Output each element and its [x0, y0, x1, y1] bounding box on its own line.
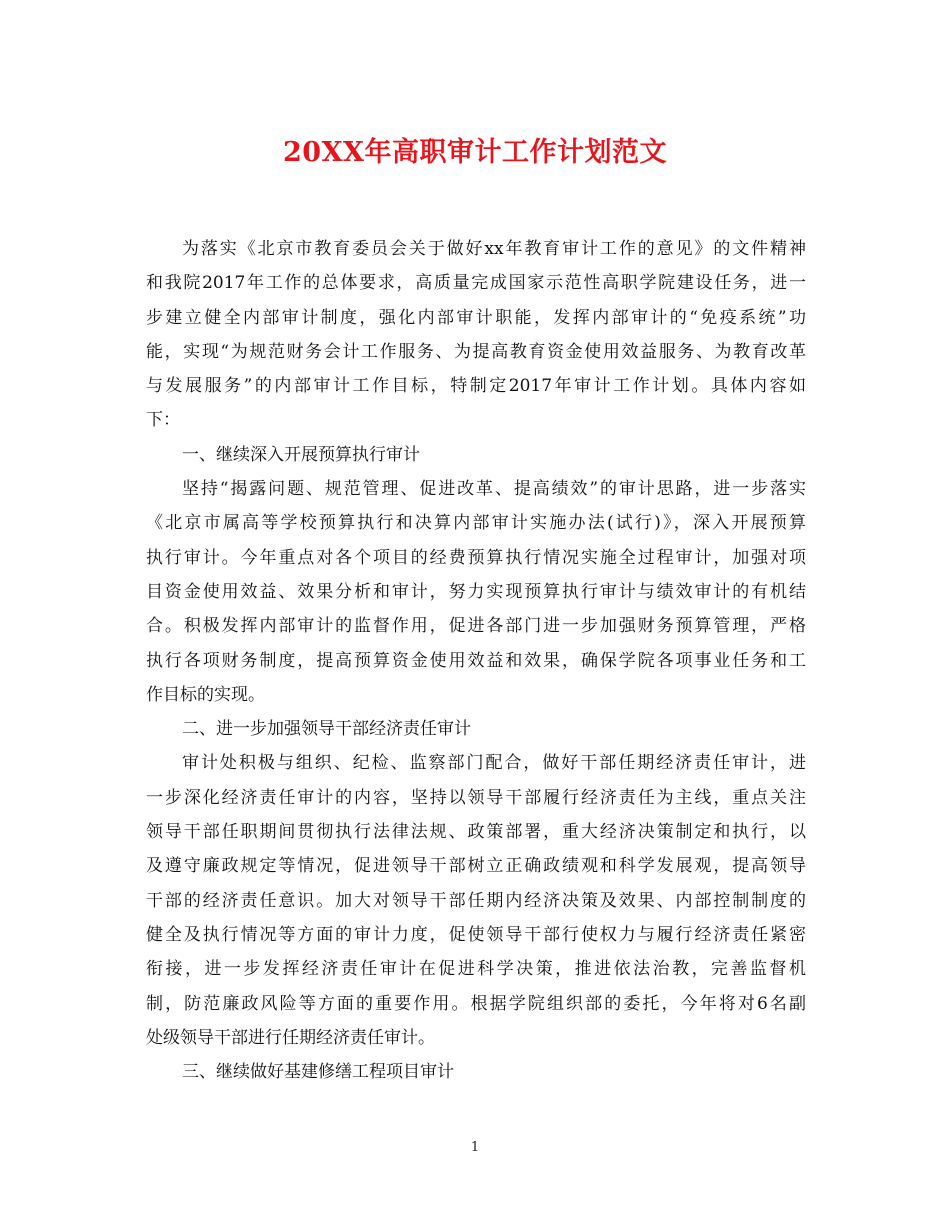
text-line: 执行各项财务制度，提高预算资金使用效益和效果，确保学院各项事业任务和工 [146, 650, 806, 671]
text-line: 和我院2017年工作的总体要求，高质量完成国家示范性高职学院建设任务，进一 [146, 273, 806, 294]
text-line: 为落实《北京市教育委员会关于做好xx年教育审计工作的意见》的文件精神 [182, 239, 806, 259]
text-line: 三、继续做好基建修缮工程项目审计 [182, 1062, 454, 1083]
text-line: 目资金使用效益、效果分析和审计，努力实现预算执行审计与绩效审计的有机结 [146, 581, 806, 602]
text-line: 二、进一步加强领导干部经济责任审计 [182, 719, 471, 740]
text-line: 制，防范廉政风险等方面的重要作用。根据学院组织部的委托，今年将对6名副 [146, 993, 806, 1014]
text-line: 衔接，进一步发挥经济责任审计在促进科学决策，推进依法治教，完善监督机 [146, 959, 806, 980]
text-line: 一步深化经济责任审计的内容，坚持以领导干部履行经济责任为主线，重点关注 [146, 787, 806, 808]
text-line: 及遵守廉政规定等情况，促进领导干部树立正确政绩观和科学发展观，提高领导 [146, 856, 806, 877]
text-line: 步建立健全内部审计制度，强化内部审计职能，发挥内部审计的“免疫系统”功 [146, 307, 806, 328]
text-line: 合。积极发挥内部审计的监督作用，促进各部门进一步加强财务预算管理，严格 [146, 616, 806, 637]
text-line: 处级领导干部进行任期经济责任审计。 [146, 1027, 435, 1048]
text-line: 审计处积极与组织、纪检、监察部门配合，做好干部任期经济责任审计，进 [182, 753, 806, 774]
document-body [146, 232, 806, 1089]
text-line: 能，实现“为规范财务会计工作服务、为提高教育资金使用效益服务、为教育改革 [146, 341, 806, 362]
text-line: 一、继续深入开展预算执行审计 [182, 444, 420, 465]
text-line: 《北京市属高等学校预算执行和决算内部审计实施办法(试行)》，深入开展预算 [146, 513, 806, 534]
text-line: 干部的经济责任意识。加大对领导干部任期内经济决策及效果、内部控制制度的 [146, 890, 806, 911]
text-line: 作目标的实现。 [146, 684, 265, 705]
text-line: 领导干部任职期间贯彻执行法律法规、政策部署，重大经济决策制定和执行，以 [146, 822, 806, 843]
page-number: 1 [470, 1140, 480, 1155]
text-line: 下： [146, 410, 180, 431]
text-line: 坚持“揭露问题、规范管理、促进改革、提高绩效”的审计思路，进一步落实 [182, 479, 806, 500]
document-title: 20XX年高职审计工作计划范文 [283, 137, 667, 168]
text-line: 健全及执行情况等方面的审计力度，促使领导干部行使权力与履行经济责任紧密 [146, 924, 806, 945]
text-line: 执行审计。今年重点对各个项目的经费预算执行情况实施全过程审计，加强对项 [146, 547, 806, 568]
text-line: 与发展服务”的内部审计工作目标，特制定2017年审计工作计划。具体内容如 [146, 376, 806, 397]
